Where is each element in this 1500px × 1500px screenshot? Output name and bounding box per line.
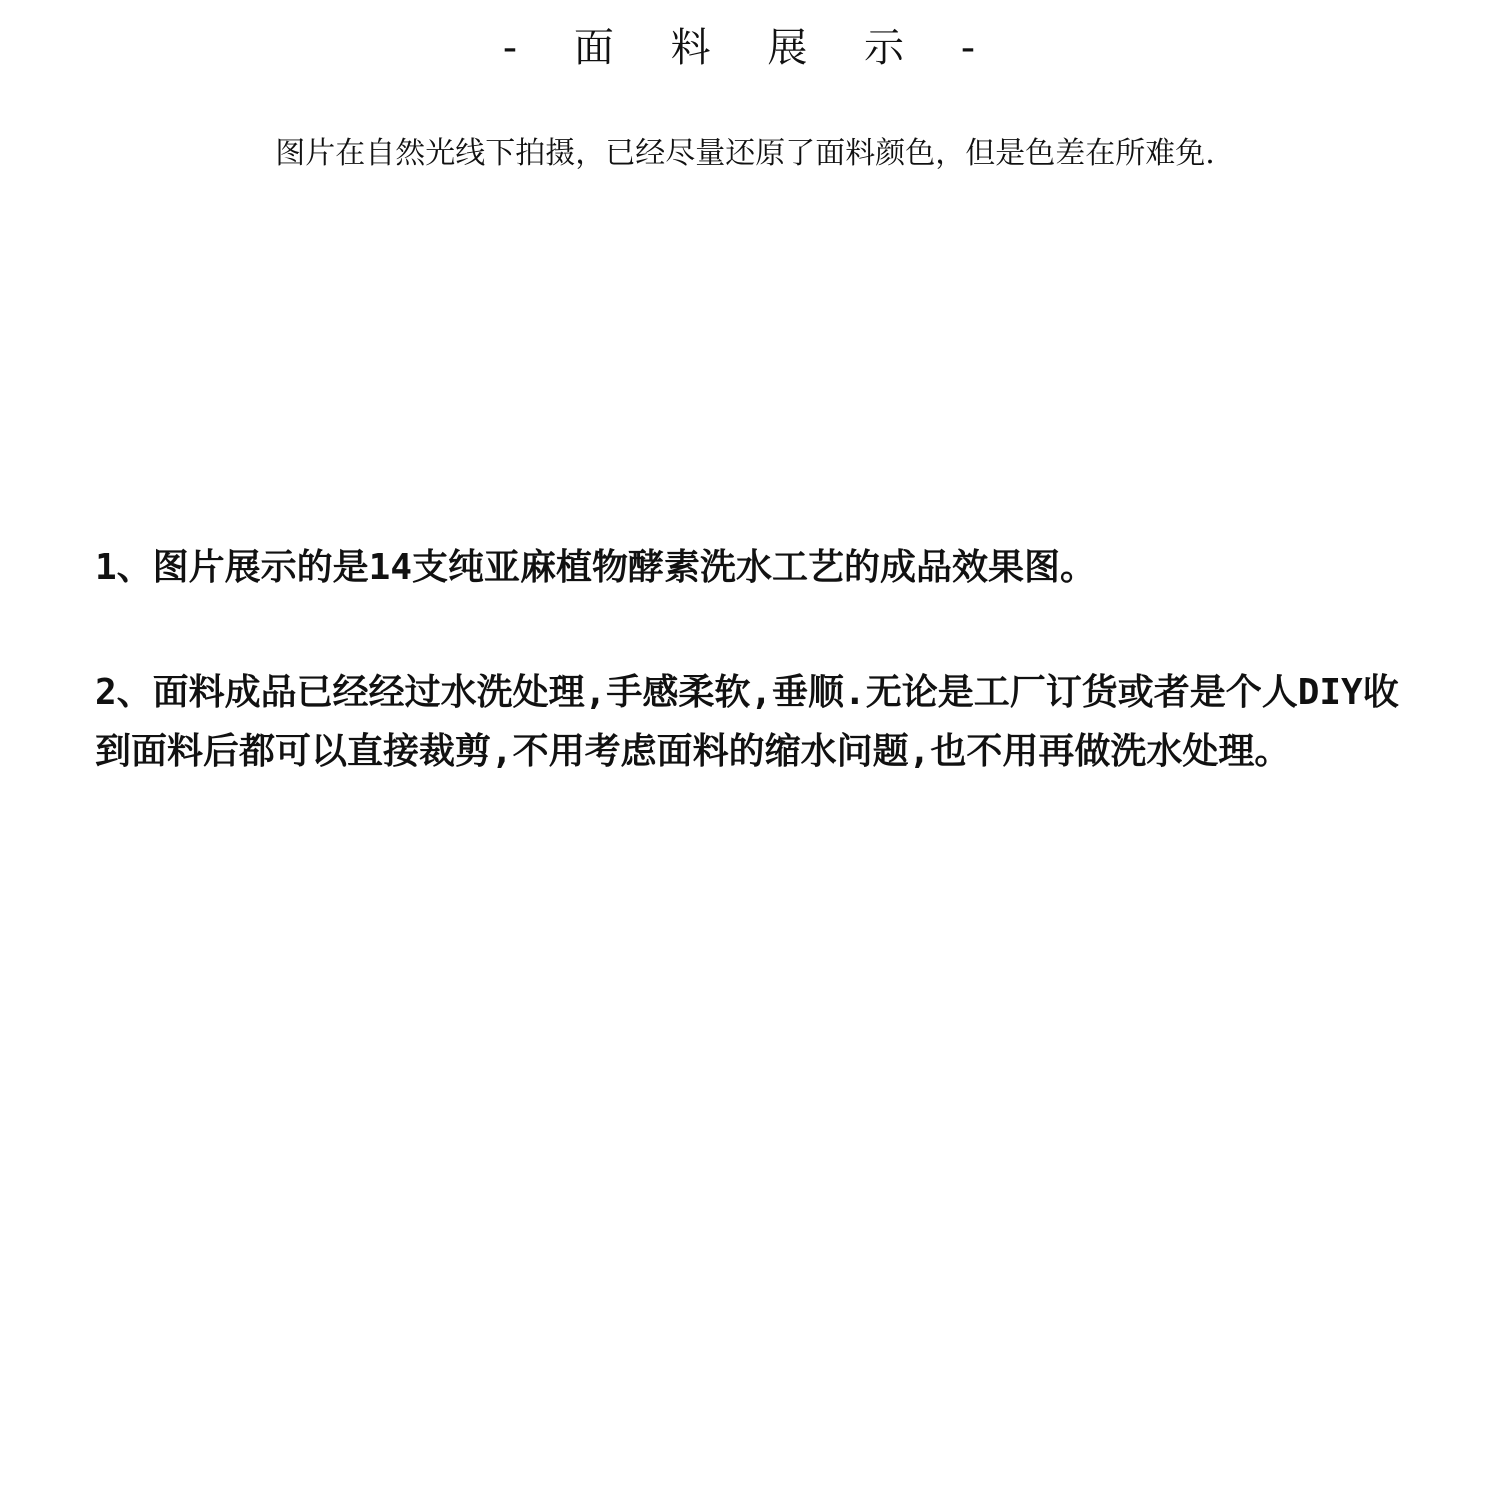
photo-color-disclaimer: 图片在自然光线下拍摄，已经尽量还原了面料颜色，但是色差在所难免. [275,136,1215,171]
note-item-1: 1、图片展示的是14支纯亚麻植物酵素洗水工艺的成品效果图。 [95,547,1097,588]
note-item-2: 2、面料成品已经经过水洗处理,手感柔软,垂顺.无论是工厂订货或者是个人DIY收到面料后都可以直接裁剪,不用考虑面料的缩水问题,也不用再做洗水处理。 [95,672,1399,772]
notes-section [95,538,1415,847]
page-title: - 面 料 展 示 - [502,25,998,71]
